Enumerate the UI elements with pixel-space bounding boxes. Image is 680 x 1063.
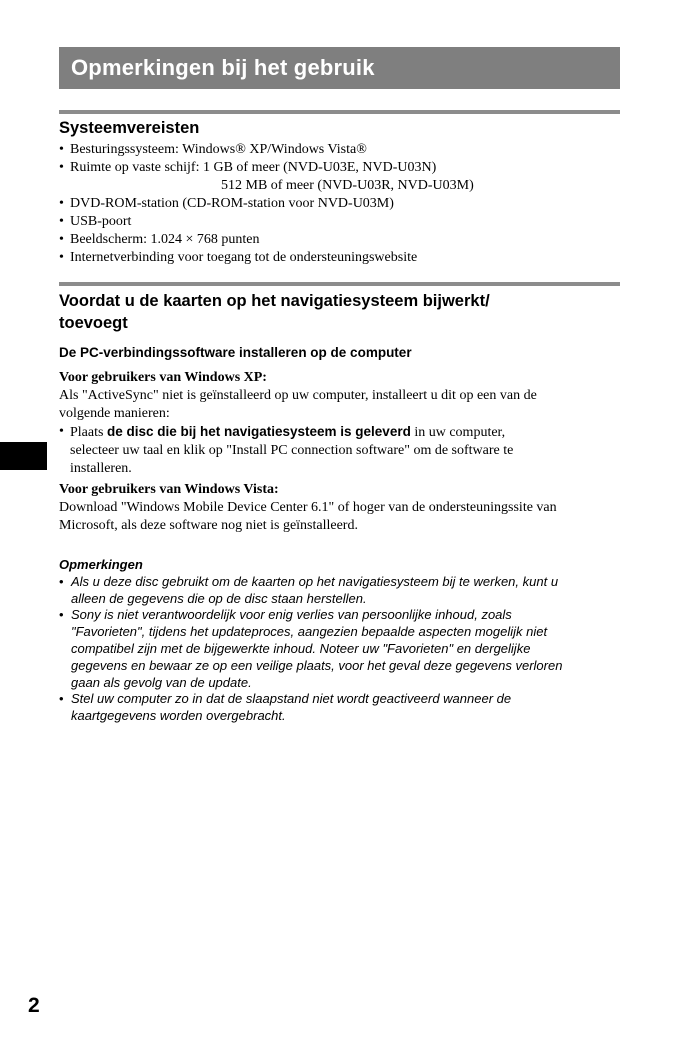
page-title: Opmerkingen bij het gebruik bbox=[71, 55, 375, 80]
section-heading-system-requirements: Systeemvereisten bbox=[59, 119, 200, 137]
disk-space-second-line: 512 MB of meer (NVD-U03R, NVD-U03M) bbox=[221, 178, 474, 193]
list-item: • Internetverbinding voor toegang tot de ondersteuningswebsite bbox=[59, 250, 418, 265]
list-item: • Beeldscherm: 1.024 × 768 punten bbox=[59, 232, 260, 247]
list-item: • Besturingssysteem: Windows® XP/Windows Vista® bbox=[59, 142, 367, 157]
subheading-install-software: De PC-verbindingssoftware installeren op de computer bbox=[59, 345, 412, 360]
list-item: • USB-poort bbox=[59, 214, 132, 229]
disc-emphasis: de disc die bij het navigatiesysteem is geleverd bbox=[106, 424, 411, 439]
page-number: 2 bbox=[28, 994, 40, 1017]
system-requirements-list bbox=[59, 141, 624, 267]
windows-vista-block bbox=[59, 481, 624, 535]
note-item: • Sony is niet verantwoordelijk voor enig verlies van persoonlijke inhoud, zoals "Favorieten", tijdens het updateproces, aangezien bepaalde aspecten mogelijk niet compatibel zijn met de bijgewerkte inhoud. Noteer uw "Favorieten" en dergelijke gegevens en bewaar ze op een veilige plaats, voor het geval deze gegevens verloren gaan als gevolg van de update. bbox=[59, 607, 563, 690]
list-item: • Plaats de disc die bij het navigatiesysteem is geleverd in uw computer, selecteer uw taal en klik op "Install PC connection software" om de software te installeren. bbox=[59, 424, 514, 476]
vista-text: Download "Windows Mobile Device Center 6.1" of hoger van de ondersteuningssite van Microsoft, als deze software nog niet is geïnstalleerd. bbox=[59, 500, 557, 533]
chapter-tab-marker bbox=[0, 442, 47, 470]
page-title-bar bbox=[59, 47, 620, 89]
section-divider bbox=[59, 282, 620, 286]
note-item: • Stel uw computer zo in dat de slaapstand niet wordt geactiveerd wanneer de kaartgegevens worden overgebracht. bbox=[59, 691, 512, 724]
list-item: • DVD-ROM-station (CD-ROM-station voor NVD-U03M) bbox=[59, 196, 394, 211]
xp-label: Voor gebruikers van Windows XP: bbox=[59, 370, 267, 385]
section-divider bbox=[59, 110, 620, 114]
list-item: • Ruimte op vaste schijf: 1 GB of meer (NVD-U03E, NVD-U03N) 512 MB of meer (NVD-U03R, NVD-U03M) bbox=[59, 160, 474, 193]
vista-label: Voor gebruikers van Windows Vista: bbox=[59, 482, 279, 497]
note-item: • Als u deze disc gebruikt om de kaarten op het navigatiesysteem bij te werken, kunt u alleen de gegevens die op de disc staan herstellen. bbox=[59, 573, 559, 606]
section-heading-before-update: Voordat u de kaarten op het navigatiesysteem bijwerkt/ toevoegt bbox=[59, 292, 490, 332]
notes-title: Opmerkingen bbox=[59, 557, 143, 572]
windows-xp-block bbox=[59, 369, 624, 478]
notes-block bbox=[59, 557, 624, 725]
xp-text: Als "ActiveSync" niet is geïnstalleerd op uw computer, installeert u dit op een van de volgende manieren: bbox=[59, 388, 537, 421]
